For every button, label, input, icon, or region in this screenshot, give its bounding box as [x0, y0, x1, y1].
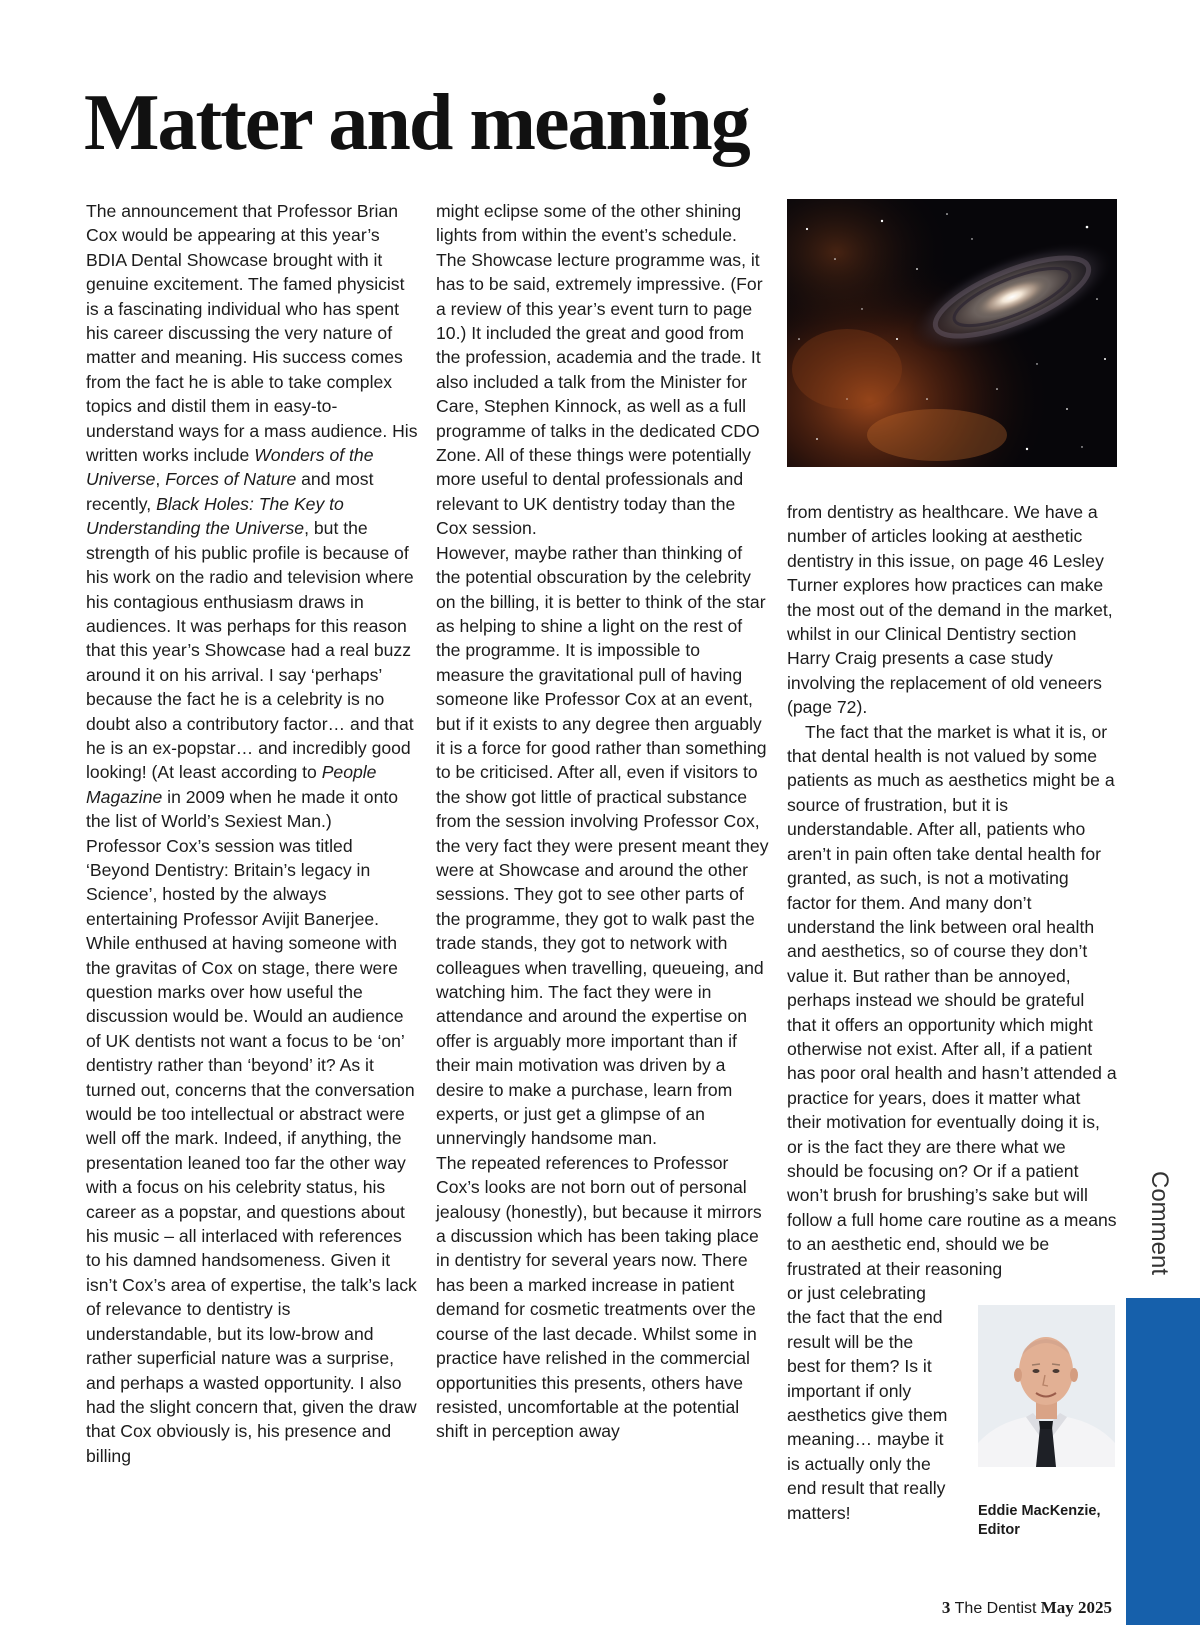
text-line: best for them? Is it	[787, 1356, 932, 1377]
text-line: meaning… maybe it	[787, 1429, 944, 1450]
article-title: Matter and meaning	[84, 79, 749, 167]
text-run: and most recently,	[86, 469, 374, 514]
book-title: Black Holes: The Key to Understanding the Universe	[86, 493, 344, 539]
text-run: in 2009 when he made it onto the list of World’s Sexiest Man.)	[86, 786, 399, 832]
text-line: aesthetics give them	[787, 1405, 948, 1426]
paragraph: The repeated references to Professor Cox’s looks are not born out of personal jealousy (honestly), but because it mirrors a discussion which has been taking place in dentistry for several years now. There has been a marked increase in patient demand for cosmetic treatments over the course of the last decade. Whilst some in practice have relished in the commercial opportunities this presents, others have resisted, uncomfortable at the potential shift in perception away	[436, 1152, 762, 1442]
book-title: Forces of Nature	[165, 469, 297, 490]
text-line: important if only	[787, 1380, 912, 1401]
text-run: ,	[155, 469, 166, 490]
publication-name: The Dentist	[954, 1600, 1037, 1617]
paragraph	[86, 199, 418, 834]
article-column-2	[436, 199, 770, 1444]
text-line: end result that really	[787, 1478, 946, 1499]
text-line: the fact that the end	[787, 1307, 943, 1328]
text-line: matters!	[787, 1502, 851, 1523]
text-line: result will be the	[787, 1331, 914, 1352]
text-line: is actually only the	[787, 1453, 931, 1474]
galaxy-image	[787, 199, 1117, 467]
author-role: Editor	[978, 1522, 1020, 1538]
section-label-text: Comment	[1146, 1170, 1173, 1276]
text-line: or just celebrating	[787, 1283, 926, 1303]
paragraph: might eclipse some of the other shining lights from within the event’s schedule. The Showcase lecture programme was, it has to be said, extremely impressive. (For a review of this year’s event turn to page 10.) It included the great and good from the profession, academia and the trade. It also included a talk from the Minister for Care, Stephen Kinnock, as well as a full programme of talks in the dedicated CDO Zone. All of these things were potentially more useful to dental professionals and relevant to UK dentistry today than the Cox session.	[436, 201, 763, 539]
magazine-title: People Magazine	[86, 762, 377, 807]
text-run: , but the strength of his public profile is because of his work on the radio and television where his contagious enthusiasm draws in audiences. It was perhaps for this reason that this year’s Showcase had a real buzz around it on his arrival. I say ‘perhaps’ because the fact he is a celebrity is no doubt also a contributory factor… and that he is an ex-popstar… and incredibly good looking! (At least according to	[86, 518, 414, 783]
editor-portrait	[978, 1305, 1115, 1467]
author-name: Eddie MacKenzie,	[978, 1503, 1101, 1519]
book-title: Wonders of the Universe	[86, 445, 374, 490]
paragraph: from dentistry as healthcare. We have a number of articles looking at aesthetic dentistry in this issue, on page 46 Lesley Turner explores how practices can make the most out of the demand in the market, whilst in our Clinical Dentistry section Harry Craig presents a case study involving the replacement of old veneers (page 72).	[787, 502, 1113, 718]
article-column-1	[86, 199, 418, 1468]
section-label	[1132, 1170, 1186, 1276]
paragraph: Professor Cox’s session was titled ‘Beyond Dentistry: Britain’s legacy in Science’, hosted by the always entertaining Professor Avijit Banerjee. While enthused at having someone with the gravitas of Cox on stage, there were question marks over how useful the discussion would be. Would an audience of UK dentists not want a focus to be ‘on’ dentistry rather than ‘beyond’ it? As it turned out, concerns that the conversation would be too intellectual or abstract were well off the mark. Indeed, if anything, the presentation leaned too far the other way with a focus on his celebrity status, his career as a popstar, and questions about his music – all interlaced with references to his damned handsomeness. Given it isn’t Cox’s area of expertise, the talk’s lack of relevance to dentistry is understandable, but its low-brow and rather superficial nature was a surprise, and perhaps a wasted opportunity. I also had the slight concern that, given the draw that Cox obviously is, his presence and billing	[86, 835, 417, 1466]
section-tab-bar	[1126, 1298, 1200, 1625]
text-run: The announcement that Professor Brian Cox would be appearing at this year’s BDIA Dental Showcase brought with it genuine excitement. The famed physicist is a fascinating individual who has spent his career discussing the very nature of matter and meaning. His success comes from the fact he is able to take complex topics and distil them in easy-to-understand ways for a mass audience. His written works include	[86, 201, 418, 466]
author-caption	[978, 1502, 1128, 1540]
page-number: 3	[941, 1598, 951, 1617]
paragraph: However, maybe rather than thinking of the potential obscuration by the celebrity on the billing, it is better to think of the star as helping to shine a light on the rest of the programme. It is impossible to measure the gravitational pull of having someone like Professor Cox at an event, but if it exists to any degree then arguably it is a force for good rather than something to be criticised. After all, even if visitors to the show got little of practical substance from the session involving Professor Cox, the very fact they were present meant they were at Showcase and around the other sessions. They got to see other parts of the programme, they got to walk past the trade stands, they got to network with colleagues when travelling, queueing, and watching him. The fact they were in attendance and around the expertise on offer is arguably more important than if their main motivation was driven by a desire to make a purchase, learn from experts, or just get a glimpse of an unnervingly handsome man.	[436, 542, 769, 1149]
paragraph: The fact that the market is what it is, or that dental health is not valued by some patients as much as aesthetics might be a source of frustration, but it is understandable. After all, patients who aren’t in pain often take dental health for granted, as such, is not a motivating factor for them. And many don’t understand the link between oral health and aesthetics, so of course they don’t value it. But rather than be annoyed, perhaps instead we should be grateful that it offers an opportunity which might otherwise not exist. After all, if a patient has poor oral health and hasn’t attended a practice for years, does it matter what their motivation for eventually doing it is, or is the fact they are there what we should be focusing on? Or if a patient won’t brush for brushing’s sake but will follow a full home care routine as a means to an aesthetic end, should we be frustrated at their reasoning	[787, 721, 1117, 1279]
page-footer	[942, 1598, 1112, 1618]
issue-date: May 2025	[1040, 1598, 1112, 1617]
